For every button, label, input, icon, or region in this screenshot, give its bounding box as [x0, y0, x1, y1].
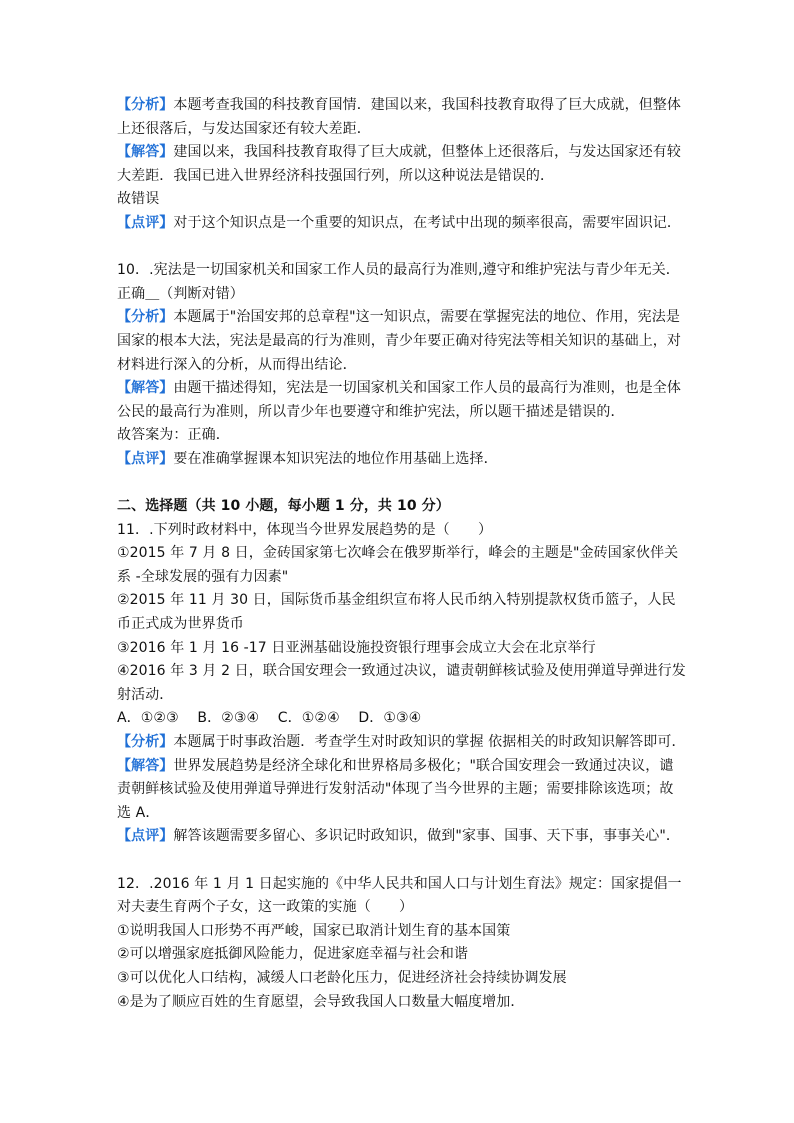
question-12-stem: 对夫妻生育两个子女，这一政策的实施（ ）: [117, 899, 414, 916]
option-2: 币正式成为世界货币: [117, 616, 244, 633]
spacer: [117, 849, 687, 873]
spacer: [117, 472, 687, 496]
analysis-text: 材料进行深入的分析，从而得出结论．: [117, 356, 357, 373]
analysis-tag: 【分析】: [117, 309, 174, 326]
answer-tag: 【解答】: [117, 757, 174, 774]
document-page: [117, 94, 687, 1014]
analysis-text: 本题属于"治国安邦的总章程"这一知识点，需要在掌握宪法的地位、作用，宪法是: [173, 309, 680, 326]
question-10-stem: 正确＿（判断对错）: [117, 285, 244, 302]
comment-line: [117, 212, 687, 236]
option-4: 射活动．: [117, 686, 174, 703]
answer-text: 责朝鲜核试验及使用弹道导弹进行发射活动"体现了当今世界的主题；需要排除该选项；故: [117, 781, 674, 798]
option-2: ②可以增强家庭抵御风险能力，促进家庭幸福与社会和谐: [117, 946, 469, 963]
option-2: ②2015 年 11 月 30 日，国际货币基金组织宣布将人民币纳入特别提款权货币篮子，人民: [117, 592, 676, 609]
answer-text: 公民的最高行为准则，所以青少年也要遵守和维护宪法，所以题干描述是错误的．: [117, 403, 625, 420]
analysis-text: 本题属于时事政治题．考查学生对时政知识的掌握 依据相关的时政知识解答即可．: [173, 734, 686, 751]
answer-line: [117, 755, 687, 779]
answer-line: [117, 377, 687, 401]
analysis-tag: 【分析】: [117, 734, 174, 751]
answer-text: 建国以来，我国科技教育取得了巨大成就，但整体上还很落后，与发达国家还有较: [173, 144, 682, 161]
comment-tag: 【点评】: [117, 214, 174, 231]
analysis-line: [117, 94, 687, 118]
answer-tag: 【解答】: [117, 380, 174, 397]
answer-choices: A．①②③ B．②③④ C．①②④ D．①③④: [117, 710, 422, 727]
result-text: 故错误: [117, 191, 160, 208]
answer-tag: 【解答】: [117, 144, 174, 161]
section-title: 二、选择题（共 10 小题，每小题 1 分，共 10 分）: [117, 498, 450, 515]
result-text: 故答案为：正确．: [117, 427, 230, 444]
comment-tag: 【点评】: [117, 450, 174, 467]
comment-line: [117, 448, 687, 472]
answer-text: 选 A．: [117, 804, 160, 821]
analysis-text: 上还很落后，与发达国家还有较大差距．: [117, 120, 371, 137]
analysis-tag: 【分析】: [117, 97, 174, 113]
question-11-stem: 11．.下列时政材料中，体现当今世界发展趋势的是（ ）: [117, 521, 493, 538]
analysis-line: [117, 306, 687, 330]
comment-line: [117, 825, 687, 849]
analysis-text: 国家的根本大法，宪法是最高的行为准则，青少年要正确对待宪法等相关知识的基础上，对: [117, 332, 681, 349]
option-1: ①说明我国人口形势不再严峻，国家已取消计划生育的基本国策: [117, 922, 511, 939]
analysis-line: [117, 731, 687, 755]
answer-line: [117, 141, 687, 165]
option-3: ③2016 年 1 月 16 -17 日亚洲基础设施投资银行理事会成立大会在北京举行: [117, 639, 596, 656]
answer-text: 世界发展趋势是经济全球化和世界格局多极化；"联合国安理会一致通过决议，谴: [173, 757, 674, 774]
comment-text: 解答该题需要多留心、多识记时政知识，做到"家事、国事、天下事，事事关心"．: [173, 828, 680, 845]
question-12-stem: 12．.2016 年 1 月 1 日起实施的《中华人民共和国人口与计划生育法》规定：国家提倡一: [117, 875, 682, 892]
comment-text: 要在准确掌握课本知识宪法的地位作用基础上选择．: [173, 450, 498, 467]
comment-tag: 【点评】: [117, 828, 174, 845]
answer-text: 大差距．我国已进入世界经济科技强国行列，所以这种说法是错误的．: [117, 167, 555, 184]
option-1: 系 -全球发展的强有力因素": [117, 568, 289, 585]
option-1: ①2015 年 7 月 8 日，金砖国家第七次峰会在俄罗斯举行，峰会的主题是"金砖国家伙伴关: [117, 545, 679, 562]
analysis-text: 本题考查我国的科技教育国情．建国以来，我国科技教育取得了巨大成就，但整体: [173, 97, 682, 113]
option-3: ③可以优化人口结构，减缓人口老龄化压力，促进经济社会持续协调发展: [117, 969, 567, 986]
answer-text: 由题干描述得知，宪法是一切国家机关和国家工作人员的最高行为准则，也是全体: [173, 380, 682, 397]
comment-text: 对于这个知识点是一个重要的知识点，在考试中出现的频率很高，需要牢固识记．: [173, 214, 682, 231]
question-10-stem: 10．.宪法是一切国家机关和国家工作人员的最高行为准则,遵守和维护宪法与青少年无关．: [117, 262, 680, 279]
spacer: [117, 236, 687, 260]
option-4: ④2016 年 3 月 2 日，联合国安理会一致通过决议，谴责朝鲜核试验及使用弹道导弹进行发: [117, 663, 686, 680]
option-4: ④是为了顺应百姓的生育愿望，会导致我国人口数量大幅度增加．: [117, 993, 525, 1010]
